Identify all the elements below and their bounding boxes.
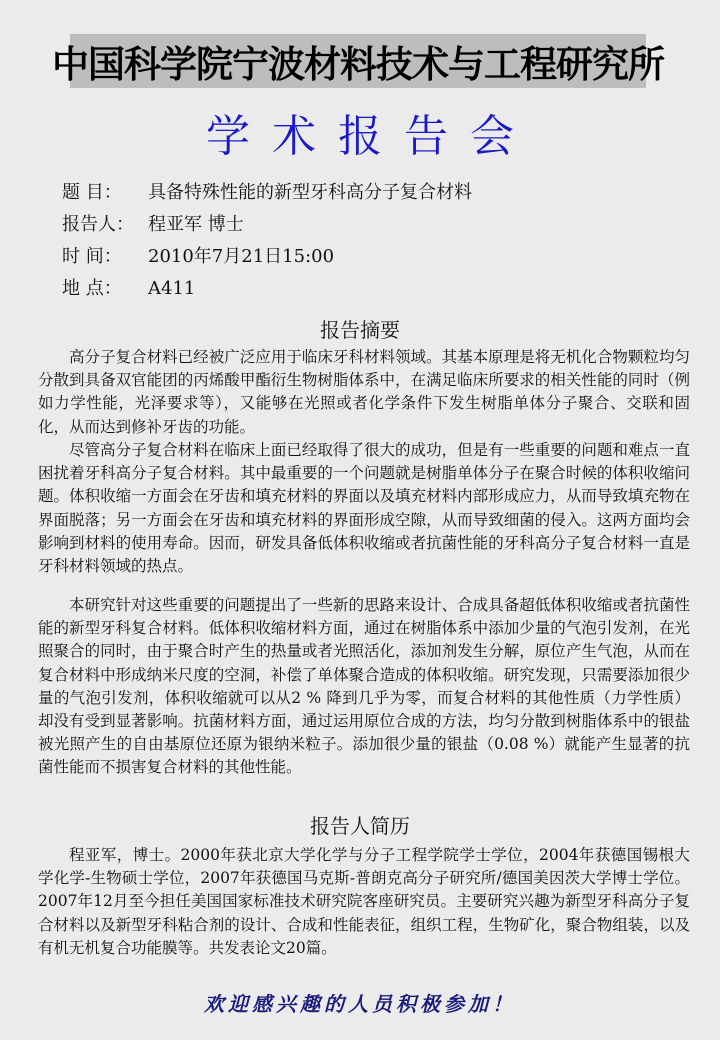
bio-paragraph: 程亚军，博士。2000年获北京大学化学与分子工程学院学士学位，2004年获德国锡根大学化学-生物硕士学位，2007年获德国马克斯-普朗克高分子研究所/德国美因茨大学博士学位。2007年12月至今担任美国国家标准技术研究院客座研究员。主要研究兴趣为新型牙科高分子复合材料以及新型牙科粘合剂的设计、合成和性能表征，组织工程，生物矿化，聚合物组装，以及有机无机复合功能膜等。共发表论文20篇。 <box>38 846 690 957</box>
abstract-paragraph: 尽管高分子复合材料在临床上面已经取得了很大的成功，但是有一些重要的问题和难点一直困扰着牙科高分子复合材料。其中最重要的一个问题就是树脂单体分子在聚合时候的体积收缩问题。体积收缩一方面会在牙齿和填充材料的界面以及填充材料内部形成应力，从而导致填充物在界面脱落；另一方面会在牙齿和填充材料的界面形成空隙，从而导致细菌的侵入。这两方面均会影响到材料的使用寿命。因而，研发具备低体积收缩或者抗菌性能的牙科高分子复合材料一直是牙科材料领域的热点。 <box>38 441 690 576</box>
info-row-location <box>62 274 195 300</box>
info-row-speaker <box>62 210 244 236</box>
info-label: 报告人： <box>62 214 134 235</box>
info-label: 地 点： <box>62 278 122 299</box>
abstract-heading: 报告摘要 <box>320 318 400 342</box>
info-value: 程亚军 博士 <box>148 214 244 235</box>
abstract-paragraph: 高分子复合材料已经被广泛应用于临床牙科材料领域。其基本原理是将无机化合物颗粒均匀分散到具备双官能团的丙烯酸甲酯衍生物树脂体系中，在满足临床所要求的相关性能的同时（例如力学性能，光泽要求等），又能够在光照或者化学条件下发生树脂单体分子聚合、交联和固化，从而达到修补牙齿的功能。 <box>38 348 690 436</box>
info-row-time <box>62 242 334 268</box>
info-value: 具备特殊性能的新型牙科高分子复合材料 <box>148 182 472 203</box>
info-label: 时 间： <box>62 246 122 267</box>
event-title: 学术报告会 <box>206 111 536 162</box>
info-value: A411 <box>148 278 196 299</box>
info-label: 题 目： <box>62 182 122 203</box>
bio-heading: 报告人简历 <box>310 814 410 838</box>
info-row-topic <box>62 178 472 204</box>
institute-banner <box>52 34 664 88</box>
welcome-message: 欢迎感兴趣的人员积极参加！ <box>204 992 516 1016</box>
institute-name: 中国科学院宁波材料技术与工程研究所 <box>52 43 664 86</box>
abstract-paragraph: 本研究针对这些重要的问题提出了一些新的思路来设计、合成具备超低体积收缩或者抗菌性能的新型牙科复合材料。低体积收缩材料方面，通过在树脂体系中添加少量的气泡引发剂，在光照聚合的同时，由于聚合时产生的热量或者光照活化，添加剂发生分解，原位产生气泡，从而在复合材料中形成纳米尺度的空洞，补偿了单体聚合造成的体积收缩。研究发现，只需要添加很少量的气泡引发剂，体积收缩就可以从2 % 降到几乎为零，而复合材料的其他性质（力学性质）却没有受到显著影响。抗菌材料方面，通过运用原位合成的方法，均匀分散到树脂体系中的银盐被光照产生的自由基原位还原为银纳米粒子。添加很少量的银盐（0.08 %）就能产生显著的抗菌性能而不损害复合材料的其他性能。 <box>38 596 690 777</box>
info-value: 2010年7月21日15:00 <box>148 246 335 267</box>
